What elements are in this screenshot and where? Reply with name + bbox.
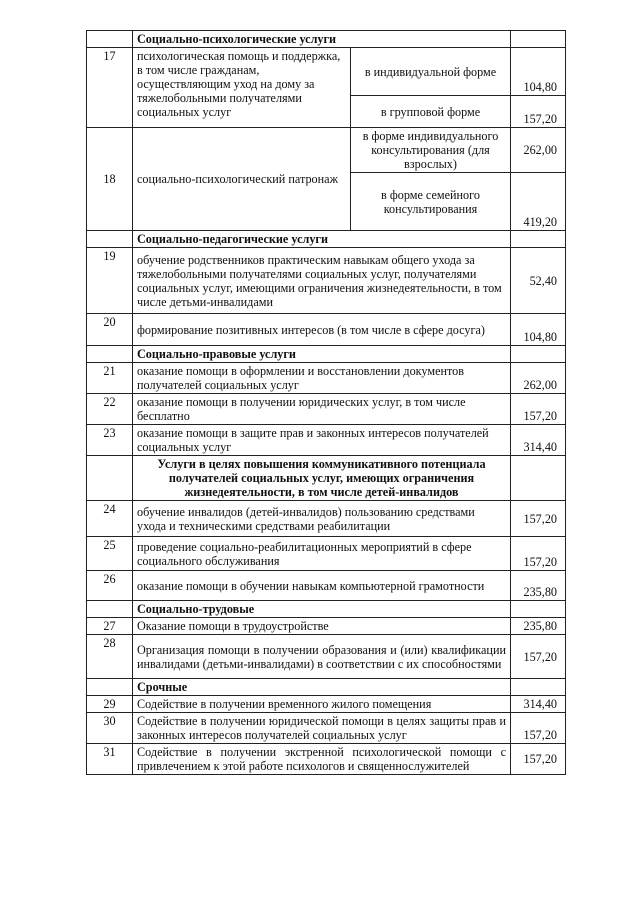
service-price: 104,80 (511, 314, 566, 346)
table-row (87, 128, 566, 173)
service-name: оказание помощи в получении юридических услуг, в том числе бесплатно (133, 394, 511, 425)
service-name: формирование позитивных интересов (в том числе в сфере досуга) (133, 314, 511, 346)
service-price: 235,80 (511, 618, 566, 635)
service-name: социально-психологический патронаж (133, 128, 351, 231)
service-price: 235,80 (511, 571, 566, 601)
table-row (87, 696, 566, 713)
section-title: Услуги в целях повышения коммуникативного потенциала получателей социальных услуг, имеющих ограничения жизнедеятельности, в том числе детей-инвалидов (133, 456, 511, 501)
service-name: Содействие в получении юридической помощи в целях защиты прав и законных интересов получателей социальных услуг (133, 713, 511, 744)
table-row (87, 363, 566, 394)
service-form: в форме семейного консультирования (351, 173, 511, 231)
row-number: 25 (87, 537, 133, 571)
service-price: 314,40 (511, 425, 566, 456)
service-form: в форме индивидуального консультирования (для взрослых) (351, 128, 511, 173)
table-row (87, 571, 566, 601)
table-row (87, 537, 566, 571)
service-name: обучение инвалидов (детей-инвалидов) пользованию средствами ухода и техническими средствами реабилитации (133, 501, 511, 537)
service-name: обучение родственников практическим навыкам общего ухода за тяжелобольными получателями социальных услуг, получателями социальных услуг, имеющими ограничения жизнедеятельности, в том числе детьми-инвалидами (133, 248, 511, 314)
service-price: 262,00 (511, 128, 566, 173)
service-price: 104,80 (511, 48, 566, 96)
table-row (87, 248, 566, 314)
section-title: Социально-психологические услуги (133, 31, 511, 48)
row-number: 26 (87, 571, 133, 601)
service-name: психологическая помощь и поддержка, в том числе гражданам, осуществляющим уход на дому за тяжелобольными получателями социальных услуг (133, 48, 351, 128)
section-header-row (87, 456, 566, 501)
service-price: 419,20 (511, 173, 566, 231)
service-name: проведение социально-реабилитационных мероприятий в сфере социального обслуживания (133, 537, 511, 571)
row-number: 19 (87, 248, 133, 314)
section-title: Социально-педагогические услуги (133, 231, 511, 248)
service-price: 157,20 (511, 635, 566, 679)
service-form: в групповой форме (351, 96, 511, 128)
service-name: оказание помощи в оформлении и восстановлении документов получателей социальных услуг (133, 363, 511, 394)
row-number: 31 (87, 744, 133, 775)
service-price: 157,20 (511, 744, 566, 775)
table-row (87, 314, 566, 346)
section-title: Срочные (133, 679, 511, 696)
service-price: 157,20 (511, 394, 566, 425)
services-table (86, 30, 566, 775)
section-header-row (87, 679, 566, 696)
service-price: 314,40 (511, 696, 566, 713)
row-number: 23 (87, 425, 133, 456)
table-row (87, 713, 566, 744)
service-price: 157,20 (511, 537, 566, 571)
service-name: Содействие в получении временного жилого помещения (133, 696, 511, 713)
service-price: 157,20 (511, 501, 566, 537)
service-name: оказание помощи в обучении навыкам компьютерной грамотности (133, 571, 511, 601)
section-title: Социально-трудовые (133, 601, 511, 618)
table-row (87, 48, 566, 96)
table-row (87, 635, 566, 679)
row-number: 20 (87, 314, 133, 346)
service-name: Содействие в получении экстренной психологической помощи с привлечением к этой работе психологов и священнослужителей (133, 744, 511, 775)
service-name: Оказание помощи в трудоустройстве (133, 618, 511, 635)
section-header-row (87, 231, 566, 248)
row-number: 17 (87, 48, 133, 128)
row-number: 27 (87, 618, 133, 635)
service-name: оказание помощи в защите прав и законных интересов получателей социальных услуг (133, 425, 511, 456)
row-number: 30 (87, 713, 133, 744)
row-number: 22 (87, 394, 133, 425)
table-row (87, 425, 566, 456)
section-title: Социально-правовые услуги (133, 346, 511, 363)
table-row (87, 394, 566, 425)
service-price: 262,00 (511, 363, 566, 394)
table-row (87, 618, 566, 635)
service-price: 157,20 (511, 96, 566, 128)
row-number: 24 (87, 501, 133, 537)
row-number: 29 (87, 696, 133, 713)
row-number: 28 (87, 635, 133, 679)
service-name: Организация помощи в получении образования и (или) квалификации инвалидами (детьми-инвалидами) в соответствии с их способностями (133, 635, 511, 679)
section-header-row (87, 31, 566, 48)
table-row (87, 501, 566, 537)
section-header-row (87, 601, 566, 618)
row-number: 21 (87, 363, 133, 394)
service-price: 52,40 (511, 248, 566, 314)
row-number: 18 (87, 128, 133, 231)
table-row (87, 744, 566, 775)
service-price: 157,20 (511, 713, 566, 744)
section-header-row (87, 346, 566, 363)
service-form: в индивидуальной форме (351, 48, 511, 96)
